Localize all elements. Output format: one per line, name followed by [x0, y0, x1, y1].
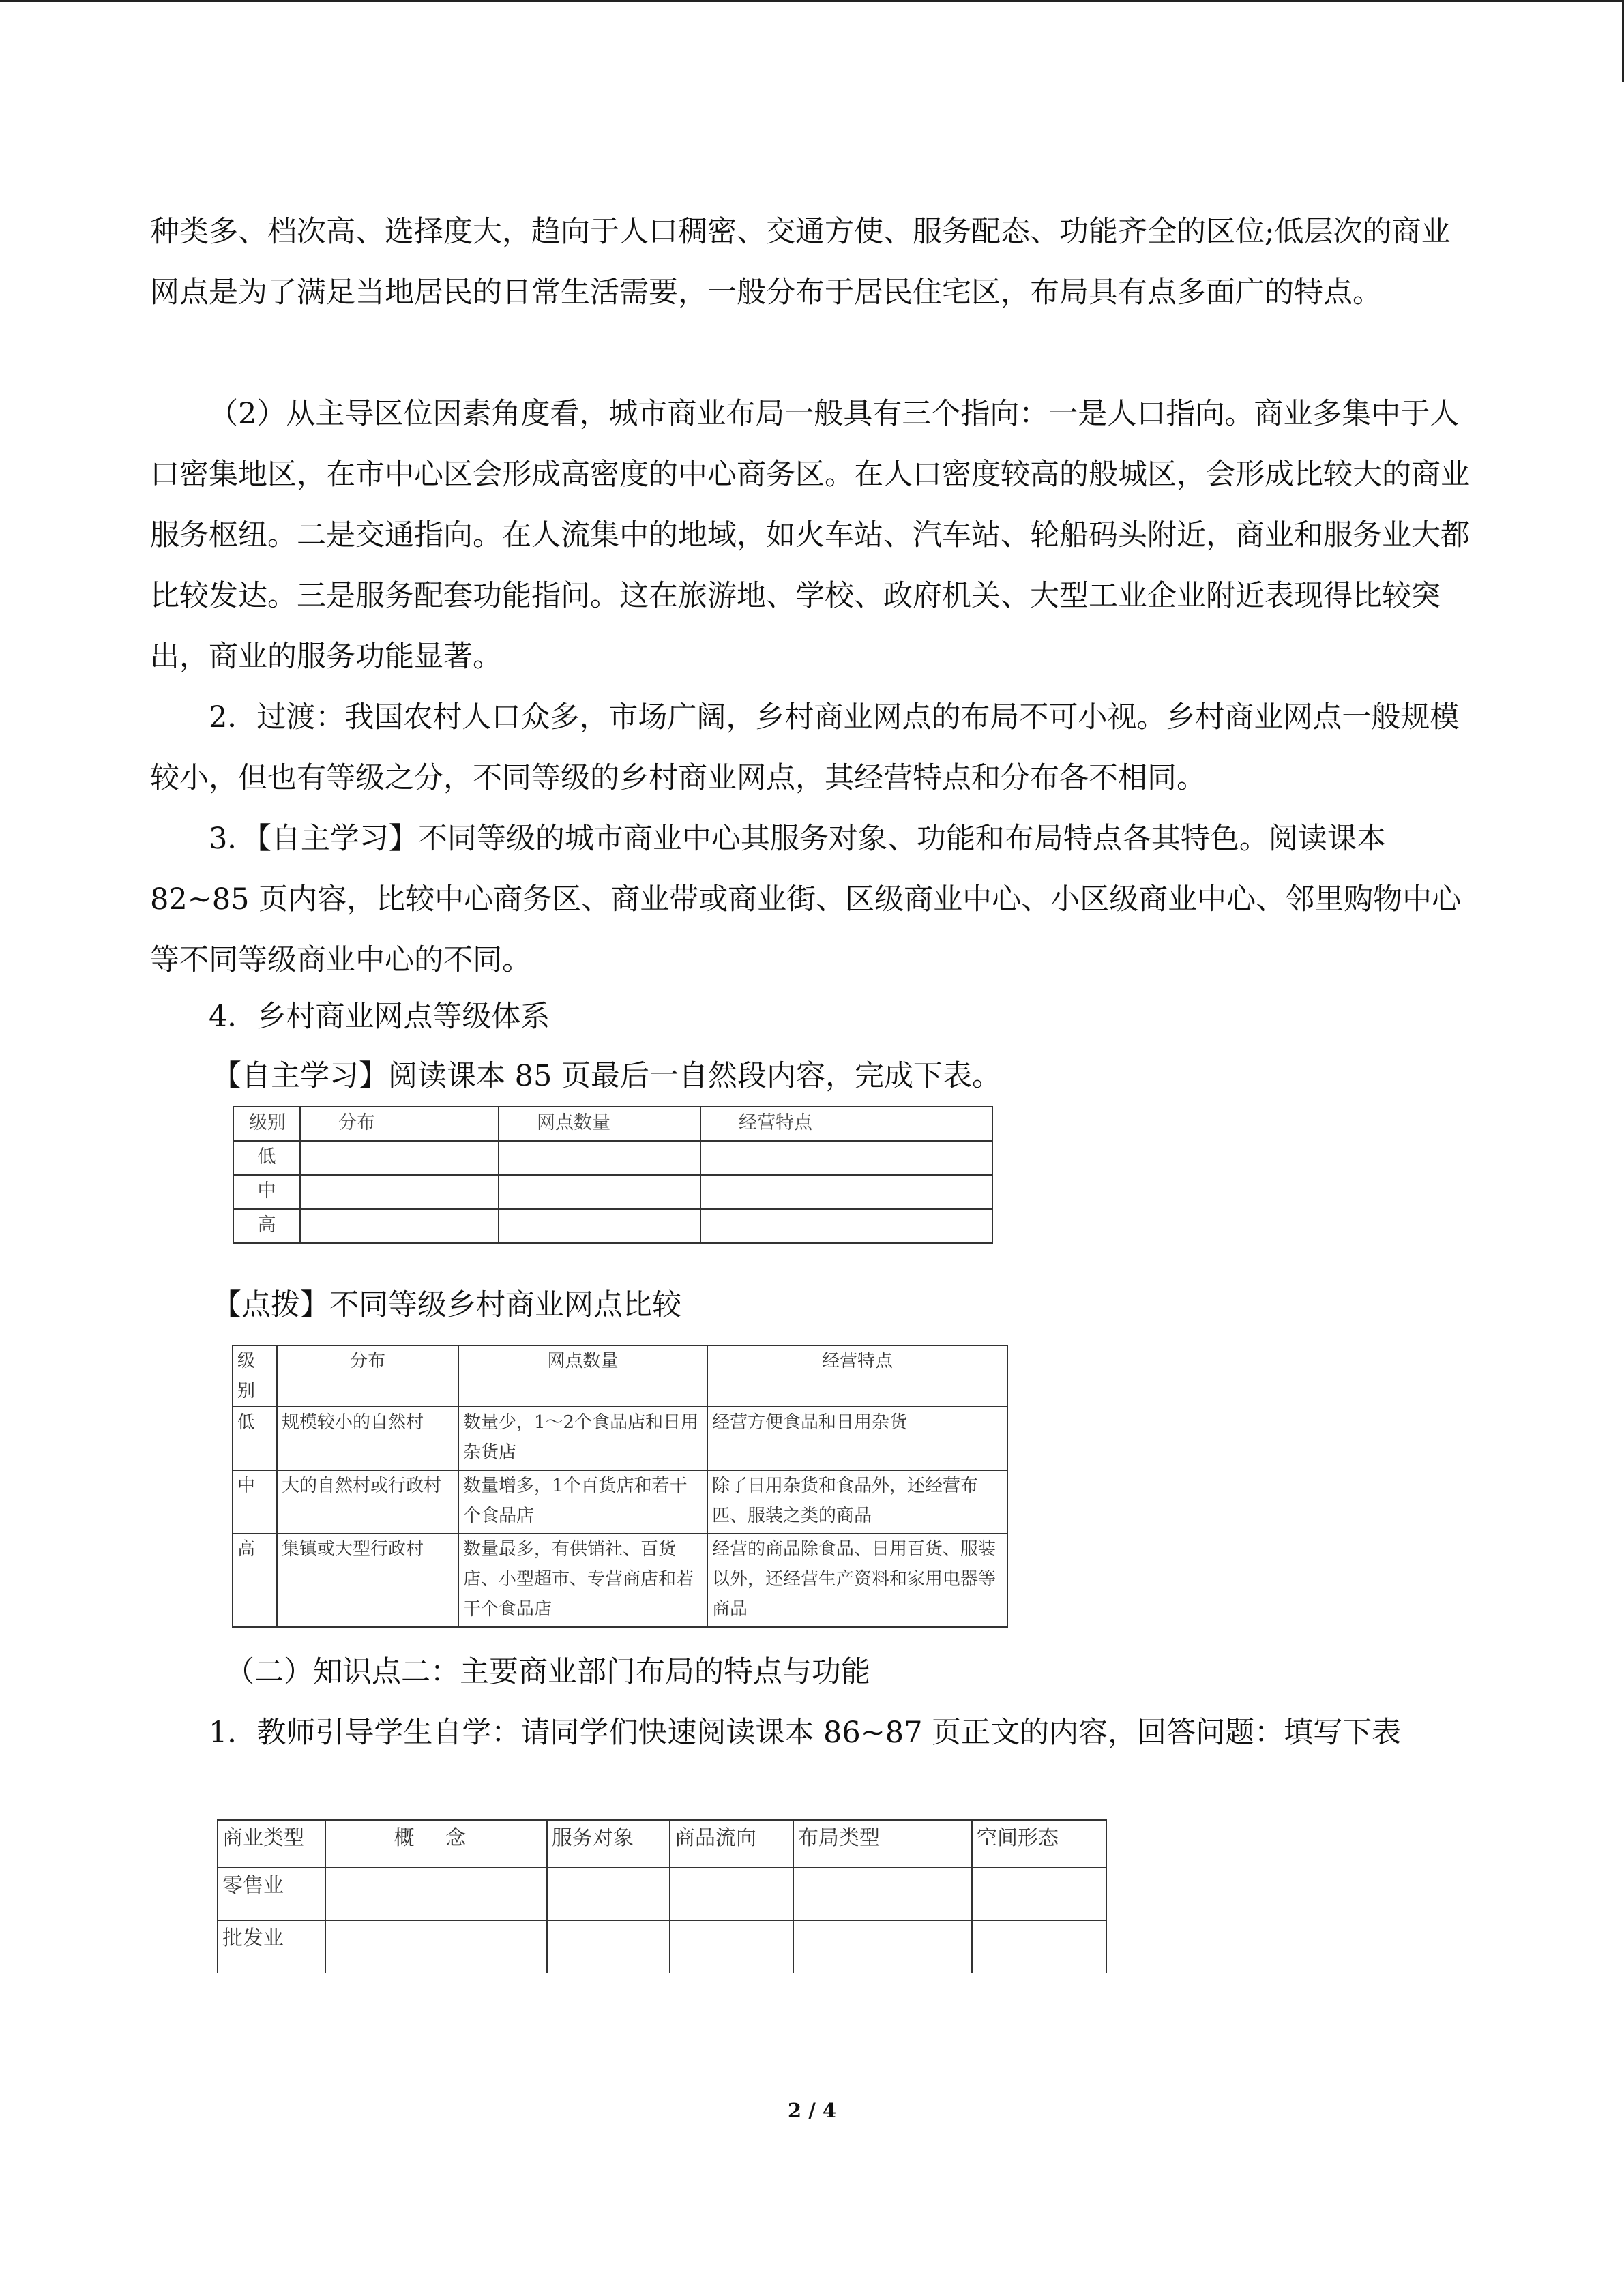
table-row	[233, 1534, 1007, 1627]
table-row	[233, 1175, 992, 1209]
blank-cell[interactable]	[300, 1209, 499, 1243]
blank-cell[interactable]	[670, 1868, 793, 1920]
blank-cell[interactable]	[972, 1868, 1106, 1920]
paragraph-location-factors	[150, 384, 1473, 687]
section-heading-2: （二）知识点二：主要商业部门布局的特点与功能	[225, 1655, 870, 1689]
top-border	[0, 0, 1624, 2]
header-cell: 布局类型	[793, 1820, 972, 1868]
header-cell: 空间形态	[972, 1820, 1106, 1868]
paragraph-1: 种类多、档次高、选择度大，趋向于人口稠密、交通方使、服务配态、功能齐全的区位;低层次的商业网点是为了满足当地居民的日常生活需要，一般分布于居民住宅区，布局具有点多面广的特点。	[150, 215, 1451, 310]
quantity-cell: 数量少，1～2个食品店和日用杂货店	[458, 1407, 707, 1470]
blank-cell[interactable]	[300, 1175, 499, 1209]
instruction-text: 【自主学习】阅读课本 85 页最后一自然段内容，完成下表。	[212, 1059, 1002, 1093]
blank-cell[interactable]	[325, 1868, 547, 1920]
paragraph-transition	[150, 687, 1473, 809]
paragraph-teacher-guide	[150, 1703, 1473, 1763]
blank-cell[interactable]	[499, 1209, 700, 1243]
header-cell: 商业类型	[218, 1820, 325, 1868]
header-cell: 网点数量	[458, 1345, 707, 1407]
level-cell: 中	[233, 1175, 300, 1209]
level-cell: 低	[233, 1141, 300, 1175]
feature-cell: 经营的商品除食品、日用百货、服装以外，还经营生产资料和家用电器等商品	[707, 1534, 1007, 1627]
sector-cell: 批发业	[218, 1920, 325, 1973]
rural-level-comparison-table	[232, 1345, 1008, 1628]
table-row	[233, 1209, 992, 1243]
page-number: 2 / 4	[787, 2099, 837, 2122]
blank-cell[interactable]	[547, 1868, 670, 1920]
blank-cell[interactable]	[300, 1141, 499, 1175]
table-header-row	[233, 1345, 1007, 1407]
level-cell: 高	[233, 1534, 277, 1627]
rural-level-blank-table	[233, 1106, 993, 1244]
blank-cell[interactable]	[793, 1868, 972, 1920]
header-cell: 概 念	[325, 1820, 547, 1868]
feature-cell: 除了日用杂货和食品外，还经营布匹、服装之类的商品	[707, 1470, 1007, 1534]
quantity-cell: 数量增多，1个百货店和若干个食品店	[458, 1470, 707, 1534]
header-cell: 级别	[233, 1345, 277, 1407]
paragraph-continuation	[150, 202, 1473, 323]
table-header-row	[218, 1820, 1106, 1868]
comparison-caption: 【点拨】不同等级乡村商业网点比较	[212, 1288, 681, 1322]
table-row	[233, 1407, 1007, 1470]
distribution-cell: 规模较小的自然村	[277, 1407, 458, 1470]
header-cell: 经营特点	[707, 1345, 1007, 1407]
level-cell: 高	[233, 1209, 300, 1243]
header-cell: 分布	[300, 1107, 499, 1141]
blank-cell[interactable]	[499, 1175, 700, 1209]
blank-cell[interactable]	[793, 1920, 972, 1973]
header-cell: 网点数量	[499, 1107, 700, 1141]
blank-cell[interactable]	[972, 1920, 1106, 1973]
header-cell: 级别	[233, 1107, 300, 1141]
distribution-cell: 集镇或大型行政村	[277, 1534, 458, 1627]
table-header-row	[233, 1107, 992, 1141]
distribution-cell: 大的自然村或行政村	[277, 1470, 458, 1534]
header-cell: 分布	[277, 1345, 458, 1407]
paragraph-5: 1．教师引导学生自学：请同学们快速阅读课本 86~87 页正文的内容，回答问题：填写下表	[209, 1716, 1402, 1750]
feature-cell: 经营方便食品和日用杂货	[707, 1407, 1007, 1470]
blank-cell[interactable]	[670, 1920, 793, 1973]
quantity-cell: 数量最多，有供销社、百货店、小型超市、专营商店和若干个食品店	[458, 1534, 707, 1627]
blank-cell[interactable]	[700, 1141, 992, 1175]
blank-cell[interactable]	[700, 1175, 992, 1209]
header-cell: 经营特点	[700, 1107, 992, 1141]
blank-cell[interactable]	[700, 1209, 992, 1243]
paragraph-3: 2．过渡：我国农村人口众多，市场广阔，乡村商业网点的布局不可小视。乡村商业网点一般规模较小，但也有等级之分，不同等级的乡村商业网点，其经营特点和分布各不相同。	[150, 700, 1460, 795]
sector-cell: 零售业	[218, 1868, 325, 1920]
commerce-sector-table	[217, 1819, 1107, 1973]
paragraph-2: （2）从主导区位因素角度看，城市商业布局一般具有三个指向：一是人口指向。商业多集中于人口密集地区，在市中心区会形成高密度的中心商务区。在人口密度较高的般城区，会形成比较大的商业服务枢纽。二是交通指向。在人流集中的地域，如火车站、汽车站、轮船码头附近，商业和服务业大都比较发达。三是服务配套功能指问。这在旅游地、学校、政府机关、大型工业企业附近表现得比较突出，商业的服务功能显著。	[150, 397, 1470, 674]
paragraph-4: 3．【自主学习】不同等级的城市商业中心其服务对象、功能和布局特点各其特色。阅读课本 82~85 页内容，比较中心商务区、商业带或商业街、区级商业中心、小区级商业中心、邻里购物中心等不同等级商业中心的不同。	[150, 822, 1462, 977]
header-cell: 商品流向	[670, 1820, 793, 1868]
heading-rural-hierarchy: 4．乡村商业网点等级体系	[209, 1000, 550, 1034]
blank-cell[interactable]	[499, 1141, 700, 1175]
table-row	[218, 1868, 1106, 1920]
table-row	[218, 1920, 1106, 1973]
blank-cell[interactable]	[547, 1920, 670, 1973]
level-cell: 中	[233, 1470, 277, 1534]
header-cell: 服务对象	[547, 1820, 670, 1868]
table-row	[233, 1141, 992, 1175]
blank-cell[interactable]	[325, 1920, 547, 1973]
table-row	[233, 1470, 1007, 1534]
level-cell: 低	[233, 1407, 277, 1470]
paragraph-self-study	[150, 809, 1473, 991]
